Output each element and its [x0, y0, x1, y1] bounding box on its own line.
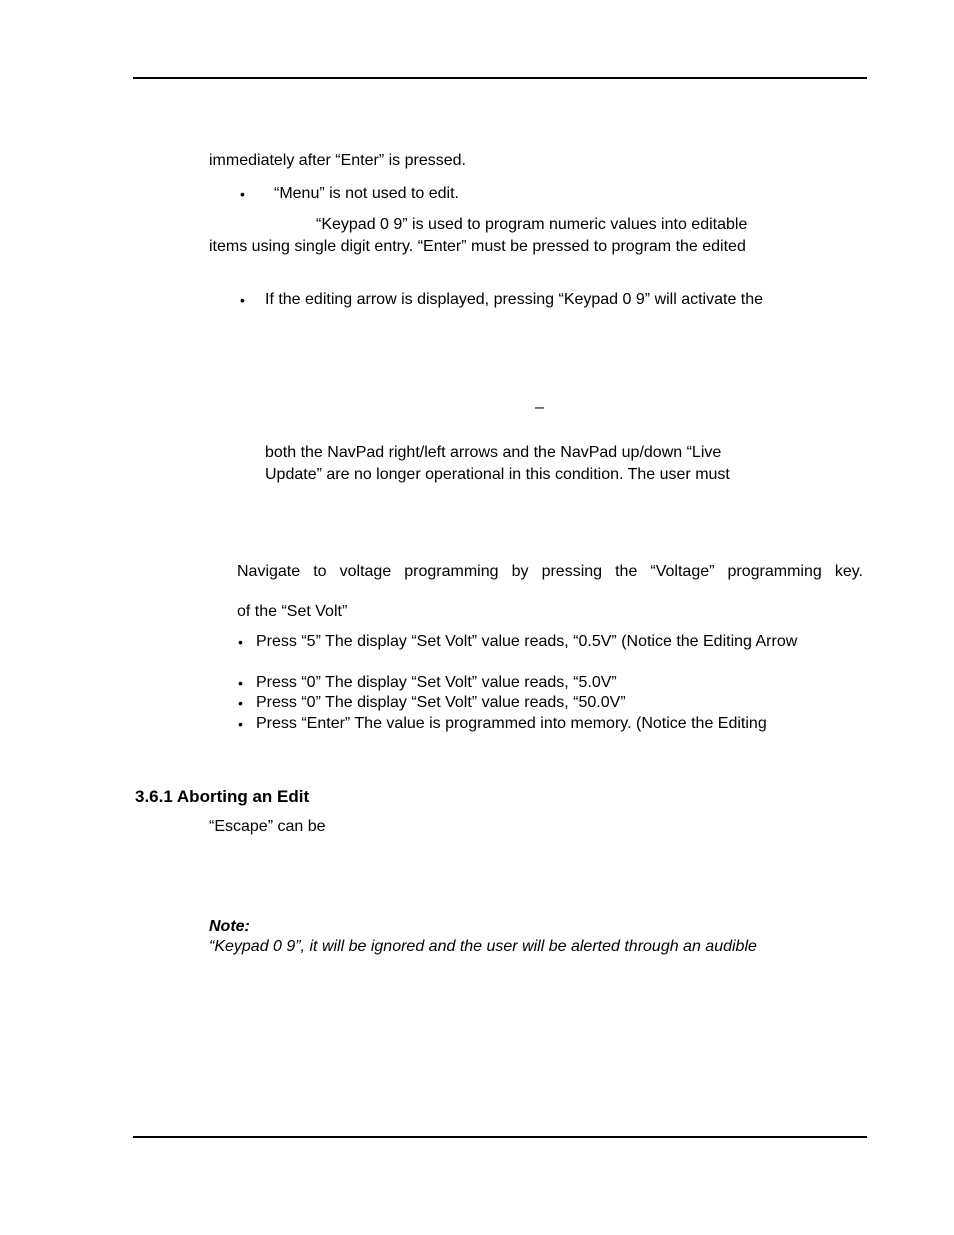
bullet-icon: • — [240, 292, 245, 308]
note-label: Note: — [209, 918, 250, 935]
text-line: Navigate to voltage programming by pressing the “Voltage” programming key. — [237, 563, 863, 580]
bullet-text: Press “0” The display “Set Volt” value reads, “5.0V” — [256, 674, 617, 691]
text-line: Update” are no longer operational in this condition. The user must — [265, 466, 730, 483]
text-line: items using single digit entry. “Enter” must be pressed to program the edited — [209, 238, 746, 255]
bullet-icon: • — [238, 716, 243, 732]
header-rule — [133, 77, 867, 79]
text-line: both the NavPad right/left arrows and the NavPad up/down “Live — [265, 444, 722, 461]
bullet-icon: • — [238, 675, 243, 691]
text-line: immediately after “Enter” is pressed. — [209, 152, 466, 169]
bullet-icon: • — [238, 634, 243, 650]
bullet-text: Press “0” The display “Set Volt” value reads, “50.0V” — [256, 694, 626, 711]
bullet-text: “Menu” is not used to edit. — [274, 185, 459, 202]
text-line: of the “Set Volt” — [237, 603, 348, 620]
bullet-text: Press “5” The display “Set Volt” value reads, “0.5V” (Notice the Editing Arrow — [256, 633, 798, 650]
text-line: “Keypad 0 9” is used to program numeric values into editable — [316, 216, 748, 233]
section-heading: 3.6.1 Aborting an Edit — [135, 787, 310, 806]
bullet-icon: • — [238, 695, 243, 711]
text-line: “Escape” can be — [209, 818, 326, 835]
bullet-icon: • — [240, 186, 245, 202]
bullet-text: Press “Enter” The value is programmed into memory. (Notice the Editing — [256, 715, 767, 732]
footer-rule — [133, 1136, 867, 1138]
dash-mark: – — [535, 399, 544, 416]
note-text: “Keypad 0 9”, it will be ignored and the user will be alerted through an audible — [209, 938, 757, 955]
bullet-text: If the editing arrow is displayed, pressing “Keypad 0 9” will activate the — [265, 291, 764, 308]
